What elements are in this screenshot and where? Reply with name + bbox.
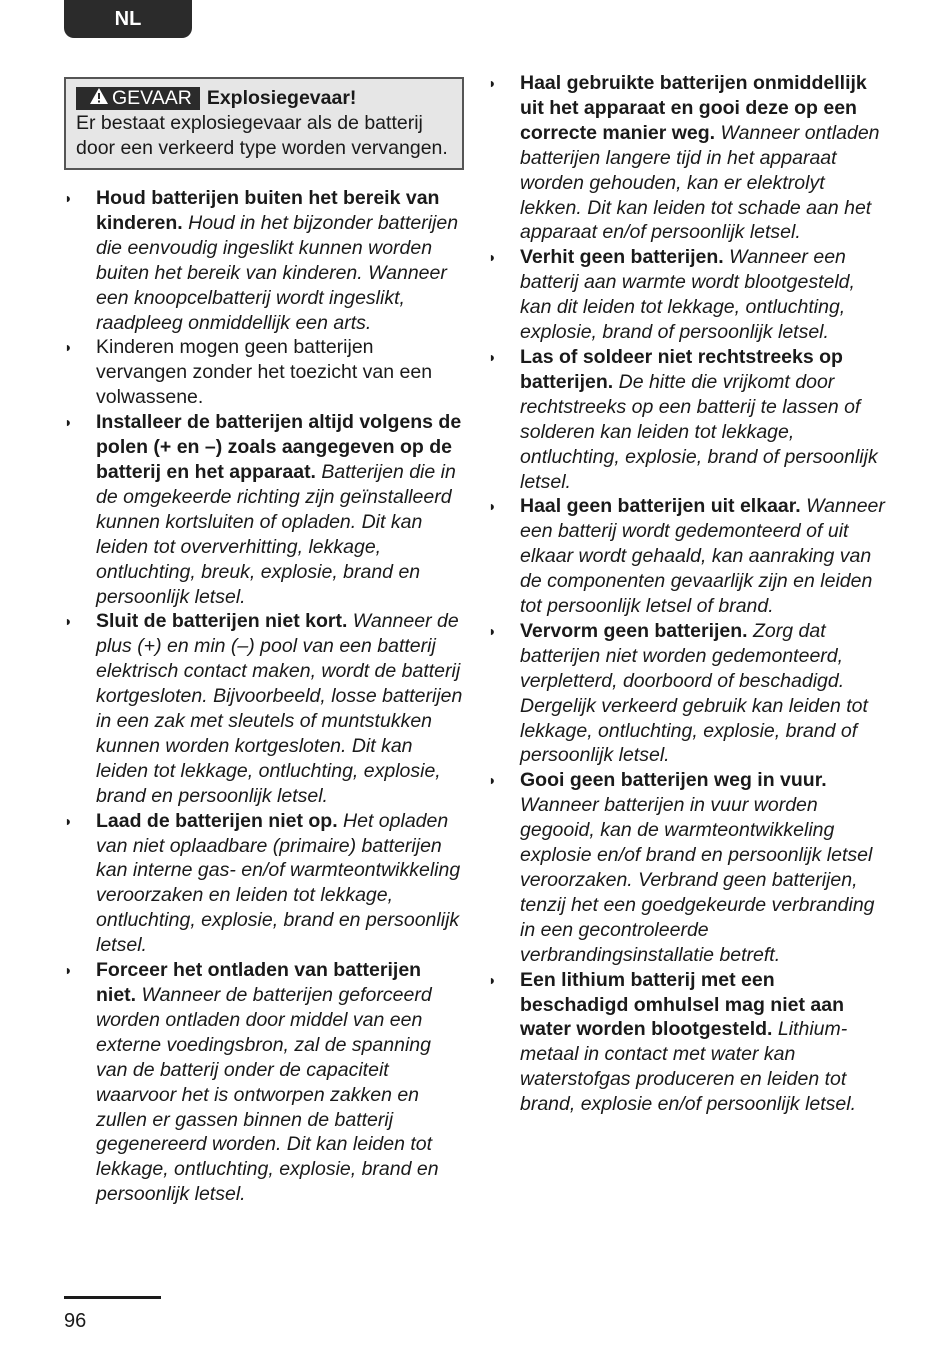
left-safety-list [64,186,464,1207]
item-body: Wanneer de plus (+) en min (–) pool van een batterij elektrisch contact maken, wordt de batterij kortgesloten. Bijvoorbeeld, losse batterijen in een zak met sleutels of muntstukken kunnen worden kortgesloten. Dit kan leiden tot lekkage, ontluchting, explosie, brand en persoonlijk letsel. [96,610,463,807]
bullet-icon: ◗ [488,971,497,988]
item-lead: Vervorm geen batterijen. [520,619,748,642]
item-lead: Haal gebruikte batterijen onmiddellijk uit het apparaat en gooi deze op een correcte manier weg. [520,72,867,144]
bullet-icon: ◗ [64,414,73,431]
warning-triangle-icon [90,86,108,111]
item-lead: Forceer het ontladen van batterijen niet. [96,959,422,1006]
item-lead: Gooi geen batterijen weg in vuur. [520,769,827,792]
item-body: Wanneer een batterij wordt gedemonteerd of uit elkaar wordt gehaald, kan aanraking van de componenten gevaarlijk zijn en leiden tot persoonlijk letsel of brand. [520,495,885,618]
danger-label-text: GEVAAR [112,87,192,109]
item-body: De hitte die vrijkomt door rechtstreeks op een batterij te lassen of solderen kan leiden tot lekkage, ontluchting, explosie, brand of persoonlijk letsel. [520,370,878,493]
list-item [488,71,888,245]
list-item [488,494,888,619]
list-item [64,335,464,410]
list-item [488,619,888,768]
item-body: Wanneer ontladen batterijen langere tijd in het apparaat worden gehouden, kan er elektrolyt lekken. Dit kan leiden tot schade aan het apparaat en/of persoonlijk letsel. [520,121,880,244]
right-safety-list [488,71,888,1117]
danger-title: Explosiegevaar! [206,87,357,109]
item-body: Zorg dat batterijen niet worden gedemonteerd, verpletterd, doorboord of beschadigd. Dergelijk verkeerd gebruik kan leiden tot lekkage, ontluchting, explosie, brand of persoonlijk letsel. [520,619,868,767]
bullet-icon: ◗ [488,249,497,266]
list-item [488,768,888,967]
bullet-icon: ◗ [64,812,73,829]
list-item [488,345,888,494]
item-lead: Installeer de batterijen altijd volgens de polen (+ en –) zoals aangegeven op de batterij en het apparaat. [96,411,462,483]
language-tab: NL [64,0,192,38]
list-item [64,809,464,958]
danger-text: Er bestaat explosiegevaar als de batterij door een verkeerd type worden vervangen. [76,112,448,159]
bullet-icon: ◗ [64,190,73,206]
item-body: Het opladen van niet oplaadbare (primaire) batterijen kan interne gas- en/of warmteontwikkeling veroorzaken en leiden tot lekkage, ontluchting, explosie, brand en persoonlijk letsel. [96,809,461,957]
item-lead: Houd batterijen buiten het bereik van kinderen. [96,187,440,234]
item-lead: Laad de batterijen niet op. [96,809,338,832]
item-lead: Sluit de batterijen niet kort. [96,610,348,633]
item-lead: Las of soldeer niet rechtstreeks op batterijen. [520,345,843,393]
bullet-icon: ◗ [488,772,497,789]
bullet-icon: ◗ [488,622,497,639]
list-item [64,410,464,609]
item-body: Batterijen die in de omgekeerde richting zijn geïnstalleerd kunnen kortsluiten of opladen. Dit kan leiden tot oververhitting, lekkage, ontluchting, breuk, explosie, brand en persoonlijk letsel. [96,460,456,608]
item-body: Kinderen mogen geen batterijen vervangen zonder het toezicht van een volwassene. [96,336,433,409]
list-item [64,186,464,335]
list-item [64,609,464,808]
page-number: 96 [64,1310,87,1332]
danger-label [76,87,200,110]
bullet-icon: ◗ [488,75,497,91]
item-body: Wanneer een batterij aan warmte wordt blootgesteld, kan dit leiden tot lekkage, ontluchting, explosie, brand of persoonlijk letsel. [520,246,855,344]
list-item [64,958,464,1207]
bullet-icon: ◗ [488,348,497,365]
item-lead: Een lithium batterij met een beschadigd omhulsel mag niet aan water worden blootgesteld. [520,968,844,1041]
bullet-icon: ◗ [64,613,73,630]
list-item [488,968,888,1117]
right-column [488,71,888,1117]
item-body: Houd in het bijzonder batterijen die eenvoudig ingeslikt kunnen worden buiten het bereik van kinderen. Wanneer een knoopcelbatterij wordt ingeslikt, raadpleeg onmiddellijk een arts. [96,211,459,334]
bullet-icon: ◗ [488,498,497,515]
bullet-icon: ◗ [64,339,73,356]
bullet-icon: ◗ [64,962,73,979]
item-body: Wanneer batterijen in vuur worden gegooid, kan de warmteontwikkeling explosie en/of brand en persoonlijk letsel veroorzaken. Verbrand geen batterijen, tenzij het een goedgekeurde verbranding in een gecontroleerde verbrandingsinstallatie betreft. [520,794,875,966]
list-item [488,245,888,345]
item-body: Wanneer de batterijen geforceerd worden ontladen door middel van een externe voedingsbron, zal de spanning van de batterij onder de capaciteit waarvoor het is ontworpen zakken en zullen er gassen binnen de batterij gegenereerd worden. Dit kan leiden tot lekkage, ontluchting, explosie, brand en persoonlijk letsel. [96,984,439,1206]
item-lead: Haal geen batterijen uit elkaar. [520,495,801,518]
left-column [64,70,464,1207]
footer-rule [64,1296,161,1299]
item-body: Lithium-metaal in contact met water kan waterstofgas produceren en leiden tot brand, explosie en/of persoonlijk letsel. [520,1018,857,1116]
danger-warning-box [64,77,464,170]
item-lead: Verhit geen batterijen. [520,246,724,269]
